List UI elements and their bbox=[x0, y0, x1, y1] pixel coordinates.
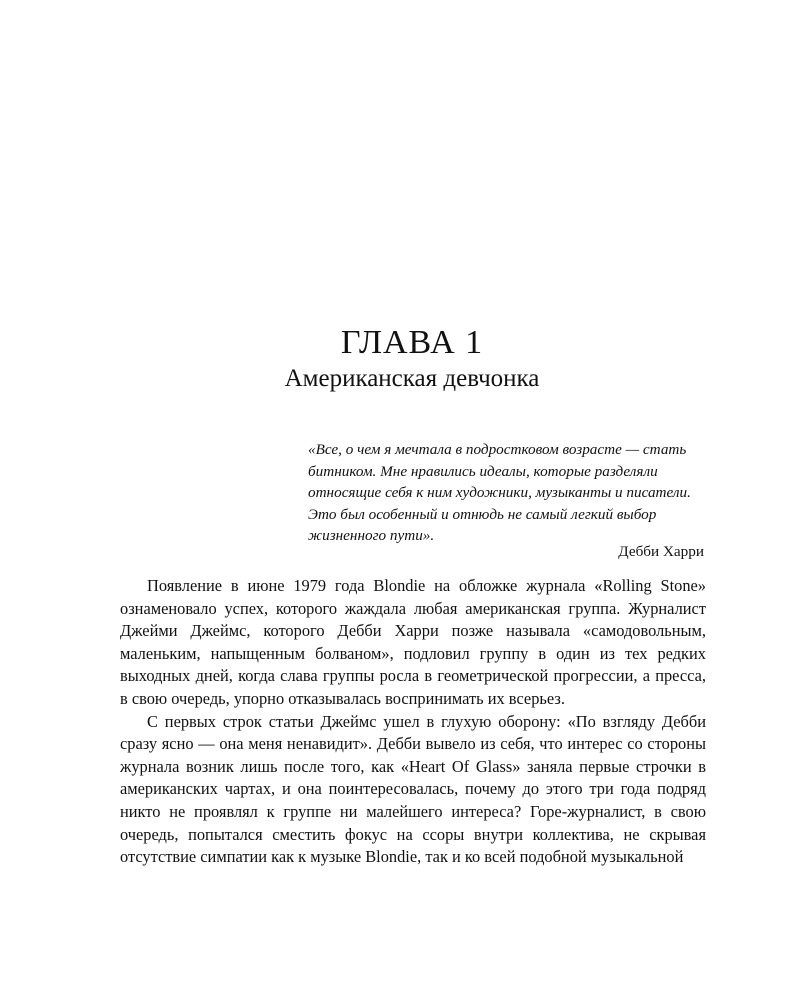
epigraph-quote: «Все, о чем я мечтала в подростковом возрасте — стать битником. Мне нравились идеалы, которые разделяли относящие себя к ним художники, музыканты и писатели. Это был особенный и отнюдь не самый легкий выбор жизненного пути». bbox=[308, 441, 691, 545]
body-text bbox=[120, 575, 706, 869]
paragraph: Появление в июне 1979 года Blondie на обложке журнала «Rolling Stone» ознаменовало успех, которого жаждала любая американская группа. Журналист Джейми Джеймс, которого Дебби Харри позже называла «самодовольным, маленьким, напыщенным болваном», подловил группу в один из тех редких выходных дней, когда слава группы росла в геометрической прогрессии, а пресса, в свою очередь, упорно отказывалась воспринимать их всерьез. bbox=[120, 576, 706, 708]
chapter-title: Американская девчонка bbox=[284, 365, 540, 392]
paragraph: С первых строк статьи Джеймс ушел в глухую оборону: «По взгляду Дебби сразу ясно — она меня ненавидит». Дебби вывело из себя, что интерес со стороны журнала возник лишь после того, как «Heart Of Glass» заняла первые строчки в американских чартах, и она поинтересовалась, почему до этого три года подряд никто не проявлял к группе ни малейшего интереса? Горе-журналист, в свою очередь, попытался сместить фокус на ссоры внутри коллектива, не скрывая отсутствие симпатии как к музыке Blondie, так и ко всей подобной музыкальной bbox=[120, 711, 706, 867]
epigraph-author: Дебби Харри bbox=[618, 543, 704, 560]
chapter-number: ГЛАВА 1 bbox=[340, 324, 484, 361]
